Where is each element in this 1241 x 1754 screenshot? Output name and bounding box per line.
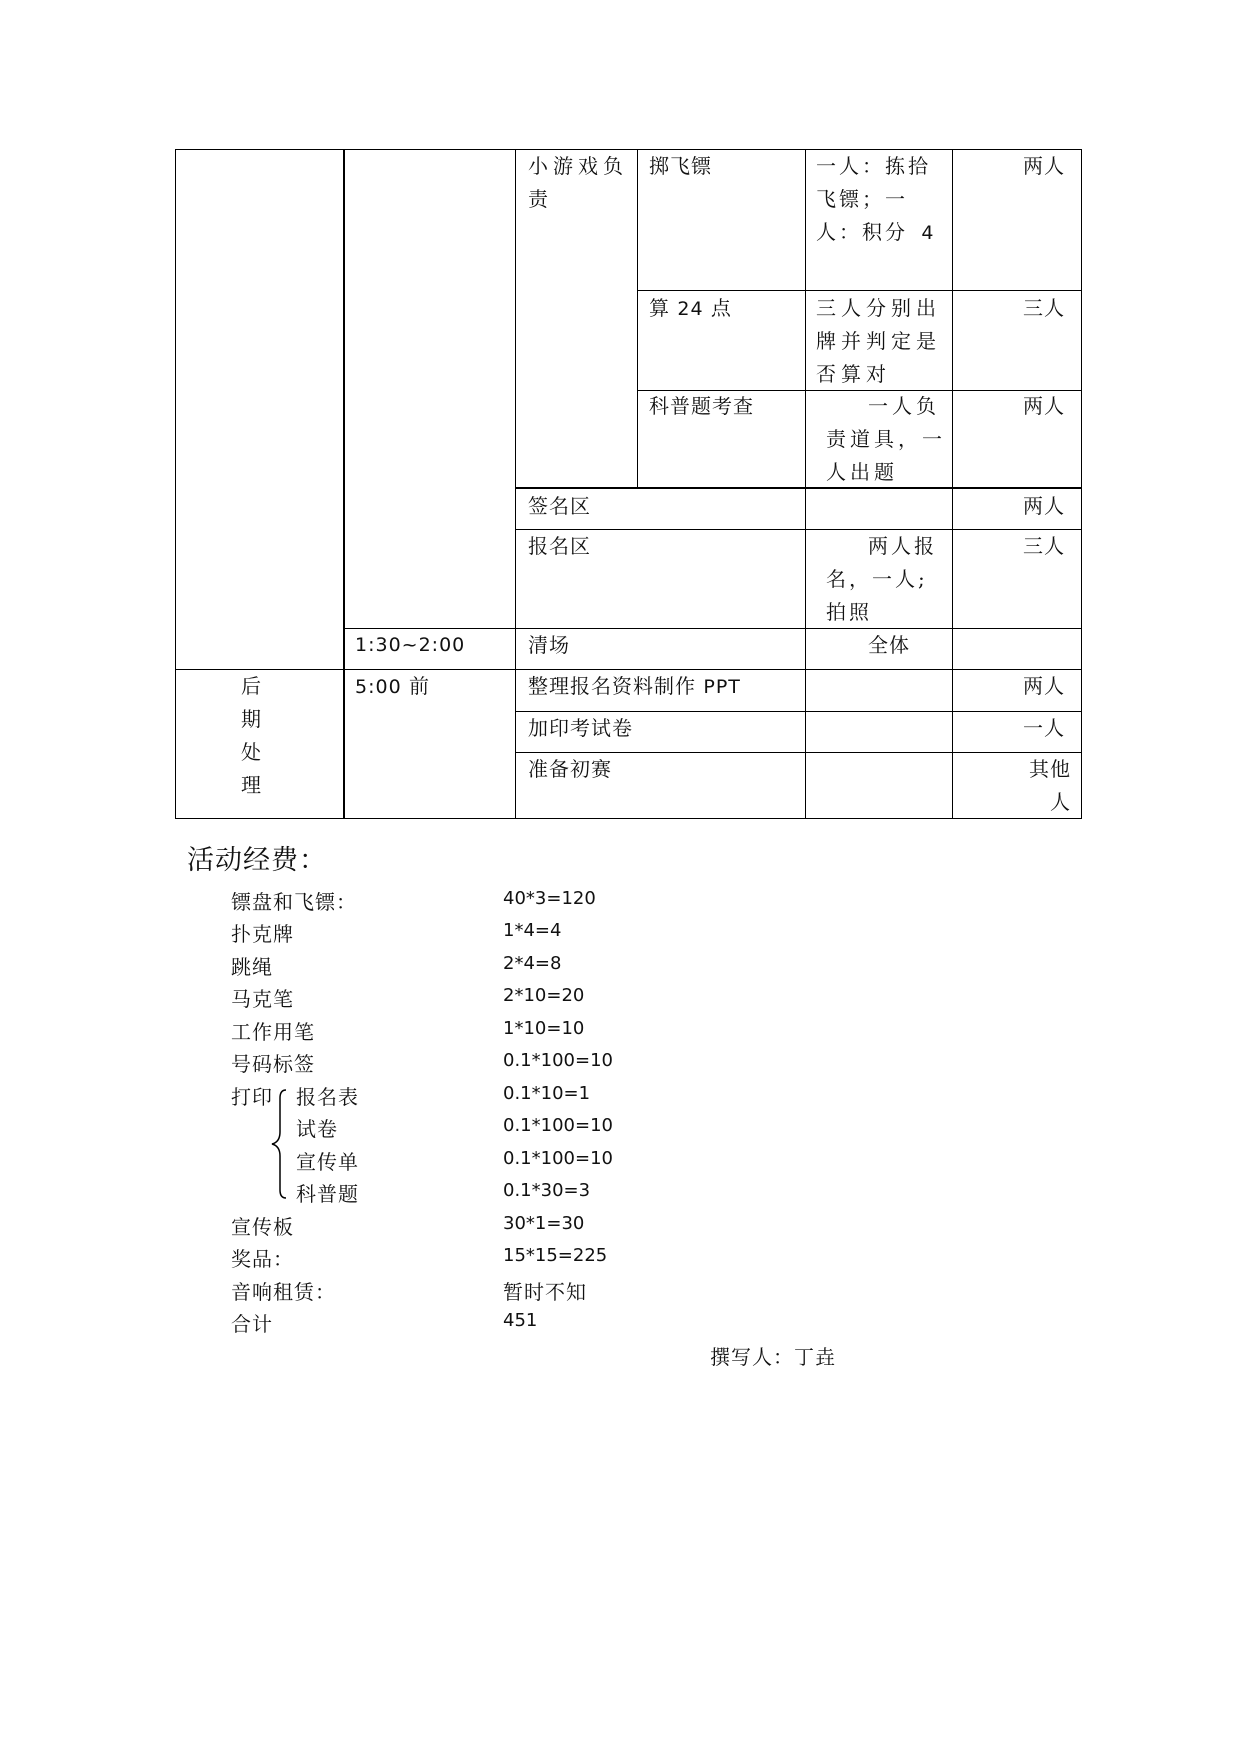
table-border-bottom xyxy=(175,818,1082,819)
time-before-suffix: 前 xyxy=(409,674,431,698)
budget-value: 451 xyxy=(503,1310,538,1331)
table-rule xyxy=(805,149,806,819)
table-rule xyxy=(343,149,345,819)
budget-label: 跳绳 xyxy=(231,955,273,979)
cell-darts-task xyxy=(816,150,944,250)
author-line: 撰写人：丁垚 xyxy=(710,1345,836,1369)
print-sub-value: 0.1*10=1 xyxy=(503,1083,591,1104)
cell-post-processing: 后期处理 xyxy=(241,674,262,797)
budget-value: 15*15=225 xyxy=(503,1245,608,1266)
cell-time-clear: 1:30~2:00 xyxy=(355,634,466,656)
budget-label: 奖品： xyxy=(231,1247,294,1271)
24-points-num: 24 xyxy=(677,298,704,320)
24-points-a: 算 xyxy=(649,296,670,320)
cell-24-points-people: 三人 xyxy=(1023,296,1065,320)
table-rule xyxy=(516,487,1082,489)
budget-value: 1*10=10 xyxy=(503,1018,585,1039)
curly-brace-icon xyxy=(270,1088,290,1200)
budget-value: 2*4=8 xyxy=(503,953,562,974)
cell-register-area-task: 两人报名，一人;拍照 xyxy=(826,534,937,624)
cell-reprint: 加印考试卷 xyxy=(528,716,633,740)
budget-value: 暂时不知 xyxy=(503,1280,587,1304)
table-border-right xyxy=(1081,149,1082,819)
cell-register-area-people: 三人 xyxy=(1023,534,1065,558)
table-border-left xyxy=(175,149,176,819)
time-before-value: 5:00 xyxy=(355,676,402,698)
print-sub-value: 0.1*30=3 xyxy=(503,1180,591,1201)
cell-reprint-people: 一人 xyxy=(1023,716,1065,740)
cell-time-before xyxy=(355,670,430,704)
budget-label: 马克笔 xyxy=(231,987,294,1011)
ppt-text: 整理报名资料制作 xyxy=(528,674,696,698)
print-sub-value: 0.1*100=10 xyxy=(503,1148,613,1169)
table-rule xyxy=(952,149,953,819)
print-sub-label: 宣传单 xyxy=(296,1150,359,1174)
cell-prelim: 准备初赛 xyxy=(528,757,612,781)
cell-sign-area: 签名区 xyxy=(528,494,591,518)
budget-label: 扑克牌 xyxy=(231,922,294,946)
cell-register-area: 报名区 xyxy=(528,534,591,558)
budget-label: 宣传板 xyxy=(231,1215,294,1239)
budget-label: 镖盘和飞镖： xyxy=(231,890,357,914)
print-sub-value: 0.1*100=10 xyxy=(503,1115,613,1136)
darts-task-text: 一人：拣拾飞镖；一人：积分 xyxy=(816,154,931,244)
print-sub-label: 试卷 xyxy=(296,1117,338,1141)
print-sub-label: 报名表 xyxy=(296,1085,359,1109)
budget-title: 活动经费： xyxy=(187,845,327,876)
cell-24-points xyxy=(649,292,732,326)
budget-value: 1*4=4 xyxy=(503,920,562,941)
budget-value: 2*10=20 xyxy=(503,985,585,1006)
table-rule xyxy=(515,149,516,819)
cell-ppt xyxy=(528,670,741,704)
print-label: 打印 xyxy=(231,1085,273,1109)
cell-mini-game: 小游戏负责 xyxy=(528,154,628,211)
print-sub-label: 科普题 xyxy=(296,1182,359,1206)
cell-24-points-task: 三人分别出牌并判定是否算对 xyxy=(816,296,941,386)
budget-label: 合计 xyxy=(231,1312,273,1336)
budget-label: 工作用笔 xyxy=(231,1020,315,1044)
cell-prelim-people: 其他人 xyxy=(1029,757,1071,814)
cell-clear: 清场 xyxy=(528,633,570,657)
budget-value: 0.1*100=10 xyxy=(503,1050,613,1071)
cell-science-quiz-people: 两人 xyxy=(1023,394,1065,418)
cell-clear-task: 全体 xyxy=(868,633,910,657)
budget-value: 30*1=30 xyxy=(503,1213,585,1234)
ppt-suffix: PPT xyxy=(703,676,741,698)
table-rule xyxy=(638,290,1082,291)
darts-task-num: 4 xyxy=(921,222,937,244)
24-points-b: 点 xyxy=(710,296,732,320)
budget-label: 音响租赁： xyxy=(231,1280,336,1304)
cell-sign-area-people: 两人 xyxy=(1023,494,1065,518)
cell-science-quiz: 科普题考查 xyxy=(649,394,754,418)
budget-value: 40*3=120 xyxy=(503,888,596,909)
cell-science-quiz-task: 一人负责道具，一人出题 xyxy=(826,394,946,484)
cell-ppt-people: 两人 xyxy=(1023,674,1065,698)
cell-darts: 掷飞镖 xyxy=(649,154,712,178)
table-rule xyxy=(516,529,1082,530)
table-rule xyxy=(637,149,638,488)
cell-darts-people: 两人 xyxy=(1023,154,1065,178)
budget-label: 号码标签 xyxy=(231,1052,315,1076)
